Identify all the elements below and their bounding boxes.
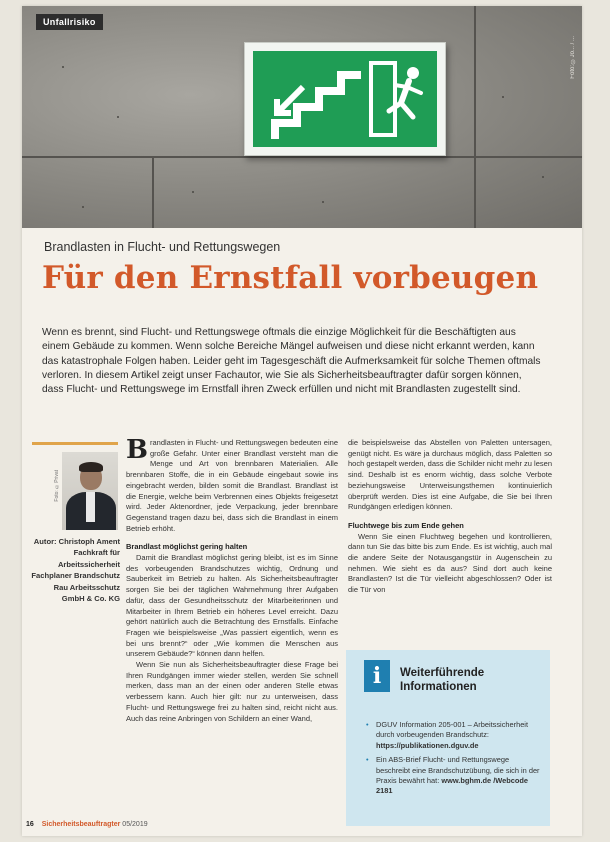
author-photo — [62, 452, 118, 530]
article-kicker: Brandlasten in Flucht- und Rettungswegen — [44, 240, 281, 254]
page-number: 16 — [26, 821, 34, 828]
info-box-list — [366, 720, 544, 801]
author-line: Rau Arbeitsschutz — [53, 582, 120, 592]
info-box — [346, 650, 550, 826]
page-footer — [26, 821, 148, 828]
exit-stairs-icon — [253, 51, 437, 147]
emergency-exit-sign — [244, 42, 446, 156]
hero-photo — [22, 6, 582, 228]
paragraph: randlasten in Flucht- und Rettungswegen bedeuten eine große Gefahr. Unter einer Brandlast versteht man die Menge und Art von brennbaren Materialien. Alle brennbaren Stoffe, die in ein Gebäude eingebaut sowie ins eingebracht werden, bilden somit die Brandlast. Brandlast ist die Energie, welche beim Verbrennen eines Objekts freigesetzt wird. Jeder Aktenordner, jede Verpackung, jeder brennbare Gegenstand tragen dazu bei, dass sich die Brandlast in einem Betrieb erhöht. — [126, 438, 338, 533]
author-photo-credit: Foto: ©Privat — [54, 470, 60, 502]
body-column-2 — [348, 438, 552, 596]
paragraph: Wenn Sie einen Fluchtweg begehen und kontrollieren, dann tun Sie das bitte bis zum Ende. Es ist wichtig, auch mal die andere Seite der Notausgangstür in Augenschein zu nehmen. Wie sieht es da aus? Sind dort auch keine Brandlasten? Ist die Tür vielleicht abgeschlossen? Oder ist die Tür von — [348, 531, 552, 595]
info-box-title: Weiterführende Informationen — [400, 667, 485, 693]
magazine-name: Sicherheitsbeauftragter — [41, 821, 121, 828]
photo-credit: Foto: ©Jo... / ... — [570, 36, 576, 79]
author-info — [28, 536, 120, 604]
article-lead: Wenn es brennt, sind Flucht- und Rettungswege oftmals die einzige Möglichkeit für die Beschäftigten aus einem Gebäude zu kommen. Wenn solche Bereiche Mängel aufweisen und diese nicht erkannt werden, kann das katastrophale Folgen haben. Leider geht im Tagesgeschäft die Aufmerksamkeit für solche Themen oftmals verloren. In diesem Artikel zeigt unser Fachautor, wie Sie als Sicherheitsbeauftragter dafür sorgen können, dass Flucht- und Rettungswege im Ernstfall ihren Zweck erfüllen und nicht mit Brandlasten zugestellt sind. — [42, 327, 541, 396]
drop-cap: B — [126, 435, 148, 465]
info-link[interactable]: https://publikationen.dguv.de — [376, 740, 479, 750]
wall-joint — [152, 158, 154, 228]
info-icon: i — [364, 660, 390, 692]
article-headline: Für den Ernstfall vorbeugen — [42, 260, 539, 296]
paragraph: die beispielsweise das Abstellen von Paletten untersagen, genügt nicht. Es wäre ja durchaus möglich, dass Paletten so hoch gestapelt werden, dass die Schilder nicht mehr zu lesen sind. Deshalb ist es enorm wichtig, dass solche Verbote beziehungsweise Unterweisungsthemen kontinuierlich überprüft werden. Dies ist eine Aufgabe, die Sie bei Ihren Rundgängen erledigen können. — [348, 438, 552, 512]
wall-joint — [22, 156, 582, 158]
list-item: • Ein ABS-Brief Flucht- und Rettungswege beschreibt eine Brandschutzübung, die sich in der Praxis bewährt hat: www.bghm.de /Webcode 2181 — [366, 755, 544, 797]
section-tag: Unfallrisiko — [36, 14, 103, 30]
sidebar-accent-rule — [32, 442, 118, 445]
magazine-page — [22, 6, 582, 836]
author-line: Arbeitssicherheit — [57, 559, 120, 569]
list-item: • DGUV Information 205-001 – Arbeitssicherheit durch vorbeugenden Brandschutz: https://publikationen.dguv.de — [366, 720, 544, 751]
author-line: GmbH & Co. KG — [61, 594, 120, 604]
author-line: Fachplaner Brandschutz — [31, 571, 120, 581]
author-line: Autor: Christoph Ament — [33, 537, 120, 546]
author-line: Fachkraft für — [73, 548, 120, 558]
paragraph: Wenn Sie nun als Sicherheitsbeauftragter diese Frage bei Ihren Rundgängen immer wieder stellen, werden Sie schnell merken, dass man an der einen oder anderen Stelle etwas verbessern kann. Auch hier gilt: nur zu unterweisen, dass Flucht- und Rettungswege frei zu halten sind, reicht nicht aus. Auch das reine Anbringen von Schildern an einer Wand, — [126, 660, 338, 723]
issue-number: 05/2019 — [122, 821, 148, 828]
info-link[interactable]: www.bghm.de /Webcode 2181 — [376, 776, 528, 796]
subheading: Brandlast möglichst gering halten — [126, 542, 248, 552]
subheading: Fluchtwege bis zum Ende gehen — [348, 520, 464, 530]
wall-joint — [474, 6, 476, 228]
paragraph: Damit die Brandlast möglichst gering bleibt, ist es im Sinne des vorbeugenden Brandschutzes wichtig, Ordnung und Sauberkeit im Betrieb zu halten. Als Sicherheitsbeauftragter sorgen Sie bei der täglichen Wahrnehmung Ihrer Aufgaben dafür, dass der Gesundheitsschutz der Mitarbeiterinnen und Mitarbeiter in Ihrem Betrieb ein höheres Level erreicht. Dazu gehört natürlich auch die Betrachtung des Ernstfalls. Einfache Fragen wie beispielsweise „Was passiert eigentlich, wenn es bei uns brennt?“ oder „Wie kommen die Menschen aus unserem Gebäude?“ können dann helfen. — [126, 553, 338, 659]
body-column-1 — [126, 435, 338, 724]
